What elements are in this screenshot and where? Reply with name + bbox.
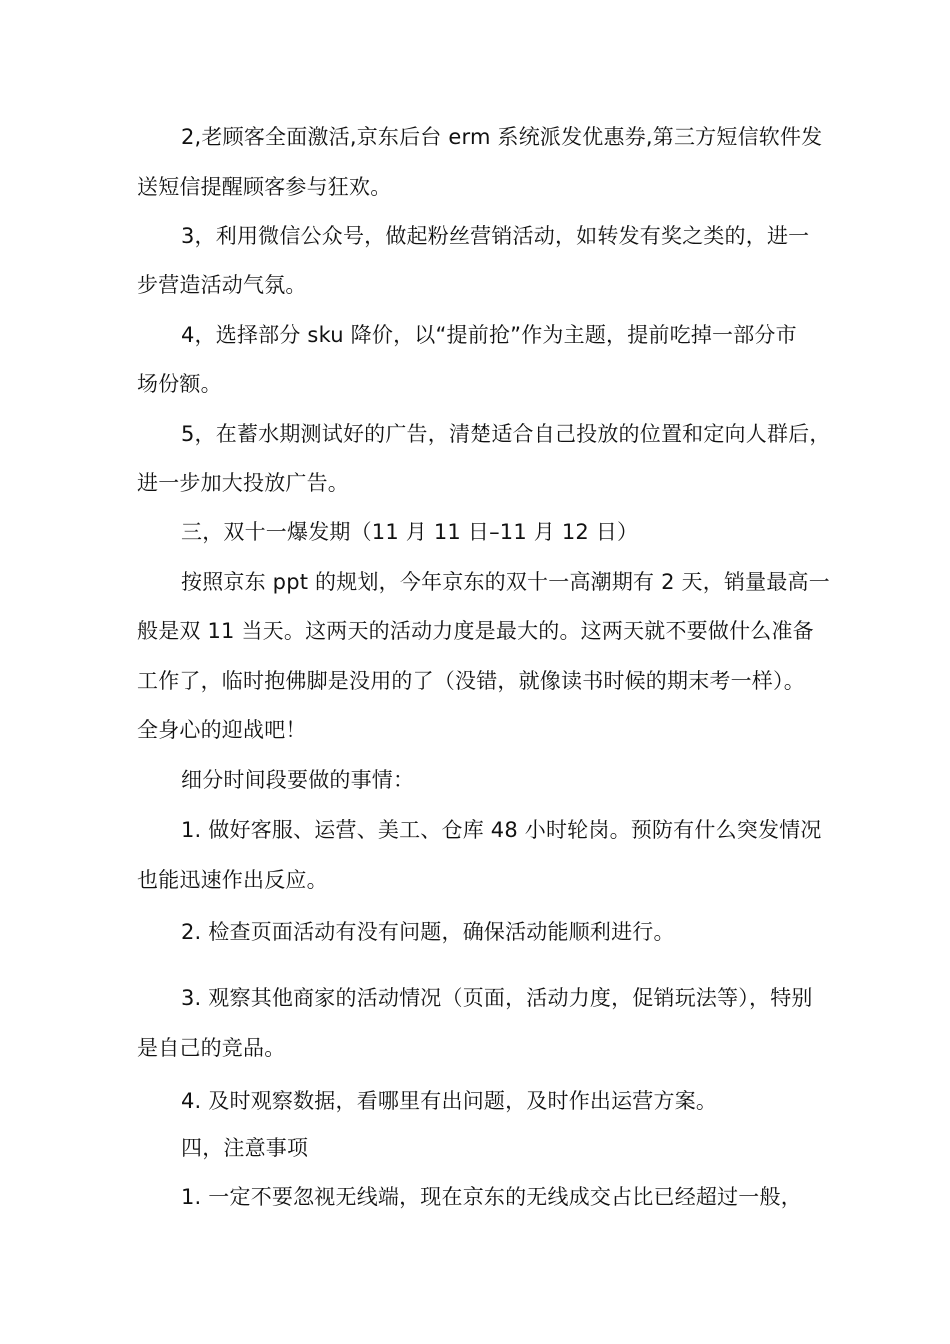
paragraph-line: 场份额。 [137, 372, 222, 396]
paragraph-line: 5，在蓄水期测试好的广告，清楚适合自己投放的位置和定向人群后， [181, 422, 831, 446]
paragraph-line: 般是双 11 当天。这两天的活动力度是最大的。这两天就不要做什么准备 [137, 619, 814, 643]
paragraph-line: 送短信提醒顾客参与狂欢。 [137, 175, 392, 199]
list-item-line: 1. 做好客服、运营、美工、仓库 48 小时轮岗。预防有什么突发情况 [181, 818, 822, 842]
paragraph-line: 全身心的迎战吧！ [137, 718, 307, 742]
paragraph-line: 4，选择部分 sku 降价，以“提前抢”作为主题，提前吃掉一部分市 [181, 323, 797, 347]
paragraph-line: 进一步加大投放广告。 [137, 471, 349, 495]
list-item-line: 4. 及时观察数据，看哪里有出问题，及时作出运营方案。 [181, 1089, 718, 1113]
section-heading: 四，注意事项 [181, 1136, 309, 1160]
paragraph-line: 细分时间段要做的事情： [181, 768, 415, 792]
list-item-line: 3. 观察其他商家的活动情况（页面，活动力度，促销玩法等），特别 [181, 986, 813, 1010]
section-heading: 三，双十一爆发期（11 月 11 日–11 月 12 日） [181, 520, 639, 544]
list-item-line: 是自己的竞品。 [137, 1036, 286, 1060]
list-item-line: 2. 检查页面活动有没有问题，确保活动能顺利进行。 [181, 920, 675, 944]
paragraph-line: 步营造活动气氛。 [137, 273, 307, 297]
list-item-line: 1. 一定不要忽视无线端，现在京东的无线成交占比已经超过一般， [181, 1185, 802, 1209]
paragraph-line: 2,老顾客全面激活,京东后台 erm 系统派发优惠券,第三方短信软件发 [181, 125, 823, 149]
paragraph-line: 3，利用微信公众号，做起粉丝营销活动，如转发有奖之类的，进一 [181, 224, 810, 248]
list-item-line: 也能迅速作出反应。 [137, 868, 328, 892]
paragraph-line: 工作了，临时抱佛脚是没用的了（没错，就像读书时候的期末考一样）。 [137, 669, 805, 693]
paragraph-line: 按照京东 ppt 的规划，今年京东的双十一高潮期有 2 天，销量最高一 [181, 570, 830, 594]
